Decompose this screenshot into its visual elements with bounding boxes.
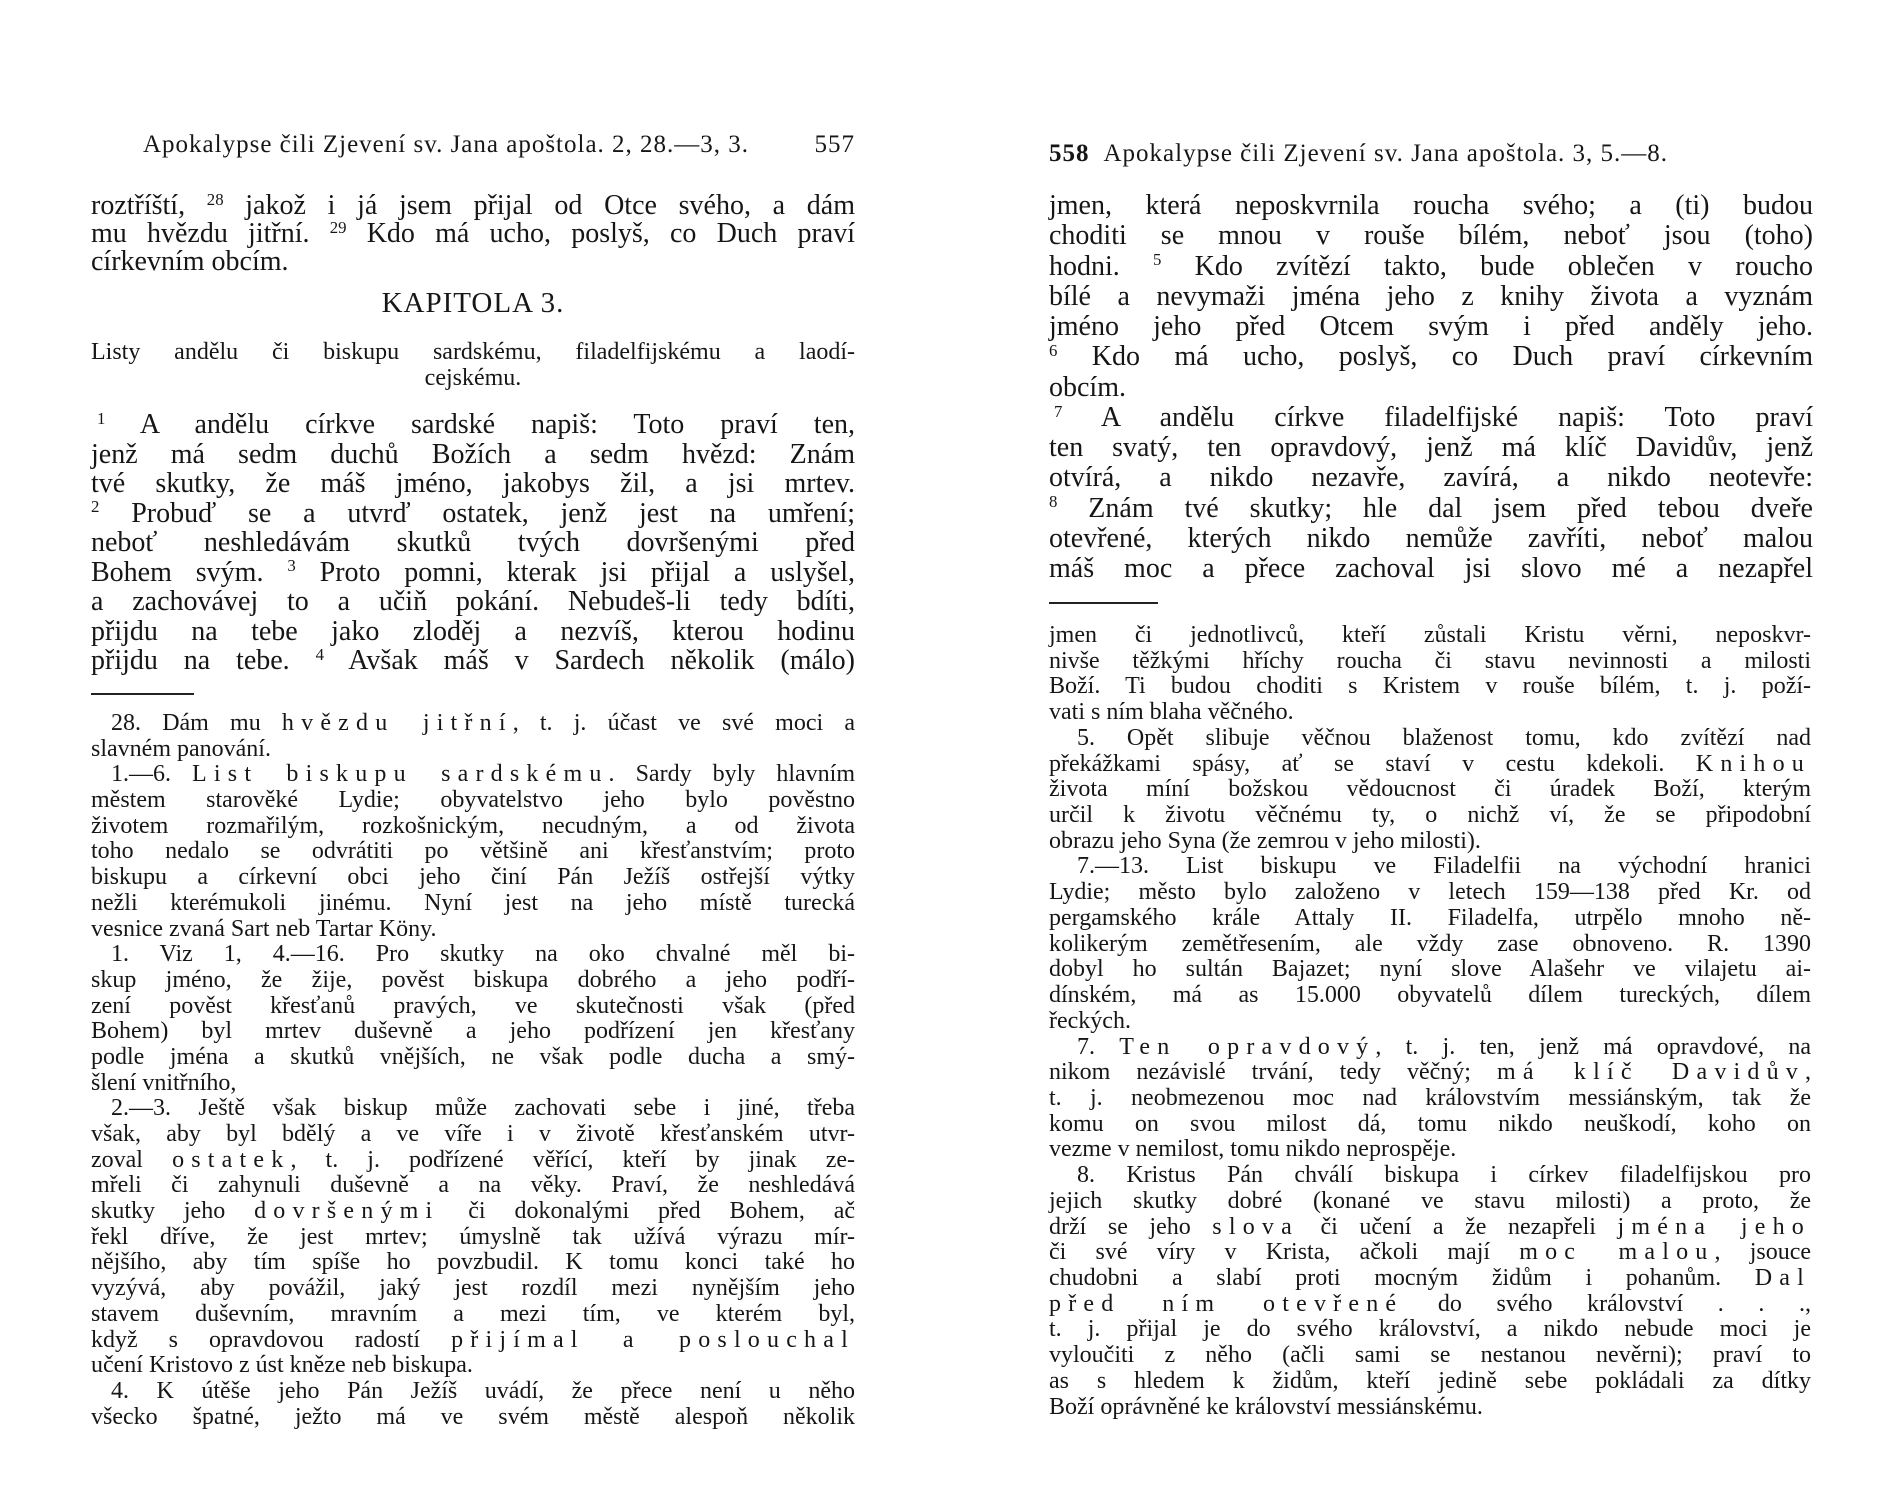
verse-number: 8 — [1049, 492, 1058, 512]
text-run: stavem duševním, mravním a mezi tím, ve kterém byl, — [91, 1300, 855, 1327]
text-run: 8. Kristus Pán chválí biskupa i církev filadelfijskou pro — [1077, 1162, 1811, 1189]
text-line — [1049, 906, 1811, 932]
text-run: vesnice zvaná Sart neb Tartar Köny. — [91, 915, 437, 942]
verse-number: 28 — [206, 189, 224, 209]
spaced-emphasis: Knihou — [1695, 750, 1811, 777]
text-run: . Sardy byly hlavním — [608, 761, 855, 788]
text-run: jejich skutky dobré (konané ve stavu milosti) a proto, že — [1049, 1187, 1811, 1214]
text-line — [91, 839, 855, 865]
text-line — [91, 1276, 855, 1302]
text-run: mu hvězdu jitřní. — [91, 218, 330, 249]
paragraph — [1049, 1035, 1811, 1164]
paragraph — [91, 1096, 855, 1379]
paragraph — [91, 189, 856, 277]
scripture-text — [1049, 191, 1813, 584]
page-number: 557 — [814, 131, 855, 158]
text-run: , — [1804, 1059, 1811, 1086]
text-run: kolikerým zemětřesením, ale vždy zase obnoveno. R. 1390 — [1049, 930, 1811, 957]
verse-number: 5 — [1153, 250, 1162, 270]
text-run: určil k životu věčnému ty, o nichž ví, že se připodobní — [1049, 802, 1811, 829]
text-line — [1049, 494, 1813, 524]
verse-number: 6 — [1049, 341, 1058, 361]
text-line — [1049, 957, 1811, 983]
text-run: A andělu církve sardské napiš: Toto praví ten, — [105, 409, 855, 440]
text-run: vyzývá, aby povážil, jaký jest rozdíl mezi nynějším jeho — [91, 1275, 855, 1302]
text-line — [91, 788, 855, 814]
text-line — [1049, 932, 1811, 958]
text-run: komu on svou milost dá, tomu nikdo neuškodí, koho on — [1049, 1110, 1811, 1137]
text-line — [91, 1225, 855, 1251]
spaced-emphasis: přijímal a poslouchal — [451, 1326, 855, 1353]
text-run: dobyl ho sultán Bajazet; nyní slove Alašehr ve vilajetu ai- — [1049, 956, 1811, 983]
text-line — [1049, 983, 1811, 1009]
text-line — [1049, 1137, 1811, 1163]
paragraph — [1049, 854, 1811, 1034]
page-number: 558 — [1049, 140, 1090, 167]
text-run: neboť neshledávám skutků tvých dovršenými před — [91, 527, 855, 558]
text-line — [1049, 191, 1813, 221]
text-line — [1049, 854, 1811, 880]
text-line — [1049, 752, 1811, 778]
verse-number: 2 — [91, 497, 100, 517]
footnote-separator — [91, 693, 194, 695]
spaced-emphasis: má klíč Davidův — [1496, 1059, 1805, 1086]
text-run: či dokonalými před Bohem, ač — [439, 1198, 856, 1225]
text-line — [91, 1405, 855, 1431]
text-run: mřeli či zahynuli duševně a na věky. Praví, že neshledává — [91, 1172, 855, 1199]
text-line — [91, 1379, 855, 1405]
text-run: 2.—3. Ještě však biskup může zachovati sebe i jiné, třeba — [111, 1095, 855, 1122]
spaced-emphasis: moc malou — [1519, 1239, 1715, 1266]
text-line — [91, 410, 855, 440]
paragraph — [91, 1379, 855, 1430]
text-run: podle jména a skutků vnějších, ne však podle ducha a smý- — [91, 1043, 855, 1070]
text-run: církevním obcím. — [91, 246, 289, 277]
chapter-summary — [91, 339, 855, 391]
text-line — [91, 646, 855, 676]
text-run: Proto pomni, kterak jsi přijal a uslyšel, — [295, 556, 855, 588]
text-run: či učení a že nezapřeli — [1298, 1213, 1618, 1240]
text-line — [91, 469, 855, 499]
text-run: as s hledem k židům, kteří jedině sebe pokládali za dítky — [1049, 1367, 1811, 1394]
text-run: Lydie; město bylo založeno v letech 159—138 před Kr. od — [1049, 879, 1811, 906]
spaced-emphasis: dovršenými — [254, 1198, 440, 1225]
text-line — [91, 1071, 855, 1097]
spaced-emphasis: před ním otevřené — [1049, 1290, 1404, 1317]
text-line — [91, 942, 855, 968]
text-run: obcím. — [1049, 371, 1126, 403]
text-line — [91, 528, 855, 558]
text-line — [1049, 373, 1813, 403]
paragraph — [91, 410, 855, 676]
verse-number: 7 — [1054, 401, 1063, 421]
text-line — [1049, 221, 1813, 251]
spaced-emphasis: List biskupu sardskému — [192, 761, 609, 788]
text-line — [91, 1173, 855, 1199]
text-line — [1049, 1035, 1811, 1061]
paragraph — [1049, 1163, 1811, 1420]
text-line — [91, 558, 855, 588]
text-line — [1049, 649, 1811, 675]
text-run: přijdu na tebe. — [91, 645, 316, 676]
text-run: ten svatý, ten opravdový, jenž má klíč Davidův, jenž — [1049, 432, 1813, 463]
text-line — [91, 762, 855, 788]
text-line — [1049, 1060, 1811, 1086]
scripture-text — [91, 189, 856, 277]
text-line — [1049, 463, 1813, 493]
text-run: hodni. — [1049, 250, 1153, 282]
text-run: Boží. Ti budou choditi s Kristem v rouše bílém, t. j. poží- — [1049, 673, 1811, 700]
text-run: , jsouce — [1714, 1239, 1812, 1266]
text-line — [91, 499, 855, 529]
scripture-text — [91, 410, 855, 676]
text-line — [1049, 554, 1813, 584]
text-run: nikom nezávislé trvání, tedy věčný; — [1049, 1059, 1497, 1086]
text-run: 5. Opět slibuje věčnou blaženost tomu, kdo zvítězí nad — [1077, 724, 1811, 751]
paragraph — [1049, 191, 1813, 403]
chapter-summary-line: Listy andělu či biskupu sardskému, filadelfijskému a laodí- — [91, 339, 855, 365]
footnotes — [1049, 623, 1811, 1420]
text-line — [91, 1148, 855, 1174]
text-line — [1049, 1292, 1811, 1318]
text-line — [91, 1302, 855, 1328]
text-line — [91, 1199, 855, 1225]
text-run: Bohem) byl mrtev duševně a jeho podřízení jen křesťany — [91, 1018, 855, 1045]
text-run: Kdo má ucho, poslyš, co Duch praví — [346, 218, 856, 249]
running-header — [1049, 139, 1789, 169]
text-line — [91, 891, 855, 917]
text-run: máš moc a přece zachoval jsi slovo mé a nezapřel — [1049, 553, 1813, 584]
chapter-summary-line: cejskému. — [424, 365, 522, 391]
text-run: tvé skutky, že máš jméno, jakobys žil, a jsi mrtev. — [91, 468, 855, 499]
text-line — [1049, 252, 1813, 282]
text-line — [91, 189, 855, 221]
text-line — [1049, 1395, 1811, 1421]
text-run: t. j. neobmezenou moc nad královstvím messiánským, tak že — [1049, 1084, 1811, 1111]
text-run: nežli kterémukoli jinému. Nyní jest na jeho místě turecká — [91, 889, 855, 916]
text-run: přijdu na tebe jako zloděj a nezvíš, kterou hodinu — [91, 615, 855, 647]
text-run: obrazu jeho Syna (že zemrou v jeho milosti). — [1049, 827, 1481, 854]
verse-number: 1 — [97, 408, 106, 428]
text-run: 1.—6. — [111, 761, 193, 788]
text-run: Avšak máš v Sardech několik (málo) — [323, 645, 855, 676]
text-run: t. j. přijal je do svého království, a nikdo nebude moci je — [1049, 1316, 1811, 1343]
text-run: roztříští, — [91, 190, 207, 221]
text-run: vyloučiti z něho (ačli sami se nestanou nevěrni); praví to — [1049, 1342, 1811, 1369]
paragraph — [1049, 403, 1813, 585]
text-run: 28. Dám mu — [111, 710, 282, 736]
text-run: a zachovávej to a učiň pokání. Nebudeš-li tedy bdíti, — [91, 586, 855, 617]
text-run: Probuď se a utvrď ostatek, jenž jest na umření; — [99, 497, 855, 529]
text-line — [91, 865, 855, 891]
text-line — [1049, 829, 1811, 855]
paragraph — [1049, 623, 1811, 726]
text-line — [1049, 777, 1811, 803]
text-run: , t. j. účast ve své moci a — [512, 710, 855, 736]
text-run: 7. — [1077, 1033, 1120, 1060]
text-line — [1049, 1266, 1811, 1292]
text-line — [1049, 282, 1813, 312]
text-run: městem starověké Lydie; obyvatelstvo jeho bylo pověstno — [91, 787, 855, 814]
text-line — [91, 248, 855, 276]
chapter-heading: KAPITOLA 3. — [381, 287, 565, 319]
text-line — [91, 737, 855, 763]
text-line — [1049, 524, 1813, 554]
text-line — [1049, 623, 1811, 649]
text-line — [1049, 403, 1813, 433]
text-run: skup jméno, že žije, pověst biskupa dobrého a jeho podří- — [91, 966, 855, 993]
text-run: šlení vnitřního, — [91, 1069, 237, 1096]
text-run: 7.—13. List biskupu ve Filadelfii na východní hranici — [1077, 853, 1811, 880]
text-run: zení pověst křesťanů pravých, ve skutečnosti však (před — [91, 992, 855, 1019]
text-line — [1049, 726, 1811, 752]
paragraph — [1049, 726, 1811, 855]
text-run: Kdo zvítězí takto, bude oblečen v roucho — [1161, 250, 1813, 282]
text-line — [1049, 1240, 1811, 1266]
text-run: když s opravdovou radostí — [91, 1326, 452, 1353]
text-run: učení Kristovo z úst kněze neb biskupa. — [91, 1352, 473, 1379]
spaced-emphasis: ostatek — [172, 1146, 291, 1173]
text-run: toho nedalo se odvrátiti po většině ani křesťanstvím; proto — [91, 838, 855, 865]
text-run: 4. K útěše jeho Pán Ježíš uvádí, že přece není u něho — [111, 1377, 855, 1404]
text-run: slavném panování. — [91, 735, 271, 762]
text-run: jmen, která neposkvrnila roucha svého; a (ti) budou — [1049, 190, 1813, 221]
text-run: choditi se mnou v rouše bílém, neboť jsou (toho) — [1049, 220, 1813, 252]
text-line — [1049, 1343, 1811, 1369]
text-run: 1. Viz 1, 4.—16. Pro skutky na oko chvalné měl bi- — [111, 941, 855, 968]
footnote-separator — [1049, 602, 1158, 604]
running-title: Apokalypse čili Zjevení sv. Jana apoštola. 3, 5.—8. — [1103, 140, 1669, 167]
running-title: Apokalypse čili Zjevení sv. Jana apoštola. 2, 28.—3, 3. — [143, 131, 750, 158]
text-line — [1049, 674, 1811, 700]
text-line — [1049, 1369, 1811, 1395]
text-run: překážkami spásy, ať se staví v cestu kdekoli. — [1049, 750, 1696, 777]
text-run: jmen či jednotlivců, kteří zůstali Kristu věrni, neposkvr- — [1049, 622, 1811, 648]
text-line — [1049, 880, 1811, 906]
footnotes — [91, 711, 855, 1430]
text-run: chudobni a slabí proti mocným židům i pohanům. — [1049, 1264, 1755, 1291]
text-run: nějšího, aby tím spíše ho povzbudil. K tomu konci také ho — [91, 1249, 855, 1276]
paragraph — [91, 711, 855, 762]
text-line — [91, 711, 855, 737]
text-run: Boží oprávněné ke království messiánskému. — [1049, 1393, 1483, 1420]
text-run: Znám tvé skutky; hle dal jsem před tebou dveře — [1057, 492, 1813, 524]
text-line — [91, 917, 855, 943]
text-line — [1049, 1086, 1811, 1112]
text-line — [91, 1328, 855, 1354]
text-run: života míní božskou vědoucnost či úradek Boží, kterým — [1049, 776, 1811, 803]
verse-number: 4 — [315, 644, 324, 664]
text-run: vezme v nemilost, tomu nikdo neprospěje. — [1049, 1136, 1457, 1163]
text-run: Bohem svým. — [91, 556, 288, 588]
text-line — [91, 1096, 855, 1122]
paragraph — [91, 762, 855, 942]
spaced-emphasis: Dal — [1754, 1264, 1811, 1291]
text-run: však, aby byl bdělý a ve víře i v životě křesťanském utvr- — [91, 1121, 855, 1147]
text-run: , t. j. ten, jenž má opravdové, na — [1375, 1033, 1812, 1060]
text-run: , t. j. podřízené věřící, kteří by jinak ze- — [290, 1146, 855, 1173]
text-line — [1049, 342, 1813, 372]
text-run: jenž má sedm duchů Božích a sedm hvězd: Znám — [91, 438, 855, 470]
text-line — [91, 1250, 855, 1276]
text-run: vati s ním blaha věčného. — [1049, 699, 1294, 726]
text-run: bílé a nevymaži jména jeho z knihy života a vyznám — [1049, 280, 1813, 312]
text-run: skutky jeho — [91, 1198, 255, 1225]
text-run: řeckých. — [1049, 1007, 1131, 1034]
spaced-emphasis: hvězdu jitřní — [281, 710, 513, 736]
verse-number: 3 — [287, 556, 296, 576]
text-run: A andělu církve filadelfijské napiš: Toto praví — [1062, 401, 1813, 433]
text-run: dínském, má as 15.000 obyvatelů dílem tureckých, dílem — [1049, 982, 1811, 1009]
text-run: jakož i já jsem přijal od Otce svého, a dám — [223, 190, 855, 221]
text-line — [1049, 803, 1811, 829]
text-line — [1049, 1163, 1811, 1189]
text-line — [1049, 1317, 1811, 1343]
text-line — [1049, 1215, 1811, 1241]
text-line — [91, 440, 855, 470]
text-line — [91, 1045, 855, 1071]
text-run: zoval — [91, 1146, 173, 1173]
spaced-emphasis: Ten opravdový — [1119, 1033, 1376, 1060]
text-line — [91, 968, 855, 994]
text-run: do svého království . . ., — [1403, 1290, 1812, 1317]
text-run: Kdo má ucho, poslyš, co Duch praví církevním — [1057, 341, 1813, 373]
paragraph — [91, 942, 855, 1096]
text-run: jméno jeho před Otcem svým i před anděly jeho. — [1049, 311, 1813, 342]
text-line — [91, 587, 855, 617]
text-line — [1049, 433, 1813, 463]
text-line — [91, 617, 855, 647]
text-line — [91, 217, 856, 249]
text-run: otvírá, a nikdo nezavře, zavírá, a nikdo neotevře: — [1049, 462, 1813, 494]
text-run: pergamského krále Attaly II. Filadelfa, utrpělo mnoho ně- — [1049, 904, 1811, 931]
text-line — [1049, 1189, 1811, 1215]
verse-number: 29 — [329, 217, 347, 237]
text-line — [91, 1019, 855, 1045]
text-line — [91, 994, 855, 1020]
spaced-emphasis: slova — [1212, 1213, 1299, 1240]
text-run: biskupu a církevní obci jeho činí Pán Ježíš ostřejší výtky — [91, 864, 855, 891]
text-run: otevřené, kterých nikdo nemůže zavříti, neboť malou — [1049, 522, 1813, 554]
text-line — [91, 1122, 855, 1148]
text-line — [1049, 312, 1813, 342]
text-run: řekl dříve, že jest mrtev; úmyslně tak užívá výrazu mír- — [91, 1223, 855, 1250]
text-line — [91, 1353, 855, 1379]
text-line — [1049, 1009, 1811, 1035]
text-run: drží se jeho — [1049, 1213, 1213, 1240]
running-header — [143, 130, 855, 160]
text-run: či své víry v Krista, ačkoli mají — [1049, 1239, 1520, 1266]
text-line — [1049, 1112, 1811, 1138]
text-run: životem rozmařilým, rozkošnickým, necudným, a od života — [91, 812, 855, 839]
text-line — [1049, 700, 1811, 726]
text-run: všecko špatné, ježto má ve svém městě alespoň několik — [91, 1403, 855, 1430]
spaced-emphasis: jména jeho — [1617, 1213, 1811, 1240]
text-line — [91, 814, 855, 840]
text-run: nivše těžkými hříchy roucha či stavu nevinnosti a milosti — [1049, 647, 1811, 674]
